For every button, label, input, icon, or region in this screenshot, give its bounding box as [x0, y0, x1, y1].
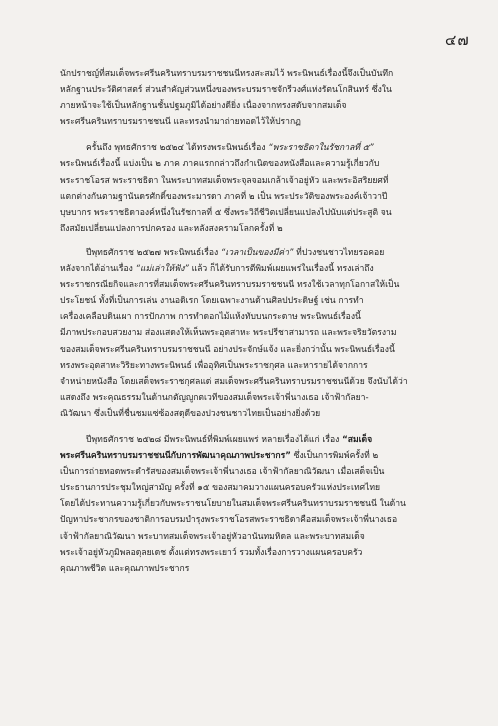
text-line [60, 342, 452, 358]
text-run: แล้ว ก็ได้รับการตีพิมพ์เผยแพร่ในเรื่องนี้ ทรงเล่าถึง [188, 264, 374, 275]
text-line [60, 512, 452, 528]
paragraph-gap [60, 130, 452, 140]
text-run: ประโยชน์ ทั้งที่เป็นการเล่น งานอดิเรก โดยเฉพาะงานด้านศิลปประดิษฐ์ เช่น การทำ [60, 296, 364, 307]
text-run: มีภาพประกอบสวยงาม ส่องแสดงให้เห็นพระอุตสาหะ พระปรีชาสามารถ และพระจริยวัตรงาม [60, 328, 397, 339]
text-line [60, 406, 452, 422]
text-run: หลังจากได้อ่านเรื่อง [60, 264, 136, 275]
text-run: หลักฐานประวัติศาสตร์ ส่วนสำคัญส่วนหนึ่งของพระบรมราชจักรีวงศ์แห่งรัตนโกสินทร์ ซึ่งใน [60, 85, 392, 96]
paragraph [60, 66, 452, 130]
text-run: ถึงสมัยเปลี่ยนแปลงการปกครอง และหลังสงครามโลกครั้งที่ ๒ [60, 223, 283, 234]
text-run: ทรงพระอุตสาหะวิริยะทางพระนิพนธ์ เพื่ออุทิศเป็นพระราชกุศล และหารายได้จากการ [60, 360, 368, 371]
text-run: ประธานการประชุมใหญ่สามัญ ครั้งที่ ๑๕ ของสมาคมวางแผนครอบครัวแห่งประเทศไทย [60, 483, 381, 494]
text-run: จำหน่ายหนังสือ โดยเสด็จพระราชกุศลแด่ สมเด็จพระศรีนครินทราบรมราชชนนีด้วย จึงนับได้ว่า [60, 376, 408, 387]
text-run: ที่ปวงชนชาวไทยรอคอย [293, 247, 385, 258]
text-line [60, 261, 452, 277]
text-run: พระราชโอรส พระราชธิดา ในพระบาทสมเด็จพระจุลจอมเกล้าเจ้าอยู่หัว และพระอิสริยยศที่ [60, 175, 389, 186]
text-line [60, 480, 452, 496]
text-line [60, 545, 452, 561]
text-line [60, 245, 452, 261]
text-line [60, 293, 452, 309]
text-run: ครั้นถึง พุทธศักราช ๒๕๒๔ ได้ทรงพระนิพนธ์เรื่อง [86, 143, 269, 154]
body-text [60, 66, 452, 577]
text-line [60, 448, 452, 464]
text-line [60, 325, 452, 341]
italic-title: “เวลาเป็นของมีค่า” [220, 247, 294, 258]
text-line [60, 358, 452, 374]
bold-title: “สมเด็จ [342, 434, 373, 445]
text-run: พระเจ้าอยู่หัวภูมิพลอดุลยเดช ตั้งแต่ทรงพระเยาว์ รวมทั้งเรื่องการวางแผนครอบครัว [60, 547, 363, 558]
text-run: ณิวัฒนา ซึ่งเป็นที่ชื่นชมแซ่ซ้องสดุดีของปวงชนชาวไทยเป็นอย่างยิ่งด้วย [60, 408, 321, 419]
text-line [60, 496, 452, 512]
text-line [60, 309, 452, 325]
text-line [60, 390, 452, 406]
text-line [60, 464, 452, 480]
text-run: คุณภาพชีวิต และคุณภาพประชากร [60, 563, 190, 574]
text-run: เจ้าฟ้ากัลยาณิวัฒนา พระบาทสมเด็จพระเจ้าอยู่หัวอานันทมหิดล และพระบาทสมเด็จ [60, 531, 365, 542]
text-run: ปัญหาประชากรของชาติการอบรมบำรุงพระราชโอรสพระราชธิดาคือสมเด็จพระเจ้าพี่นางเธอ [60, 515, 398, 526]
text-run: ปีพุทธศักราช ๒๕๒๘ มีพระนิพนธ์ที่พิมพ์เผยแพร่ หลายเรื่องได้แก่ เรื่อง [86, 434, 343, 445]
text-line [60, 156, 452, 172]
text-line [60, 374, 452, 390]
text-run: ปีพุทธศักราช ๒๕๒๗ พระนิพนธ์เรื่อง [86, 247, 221, 258]
text-run: ซึ่งเป็นการพิมพ์ครั้งที่ ๒ [290, 451, 379, 462]
text-run: แสดงถึง พระคุณธรรมในด้านกตัญญูกตเวทีของสมเด็จพระเจ้าพี่นางเธอ เจ้าฟ้ากัลยา- [60, 392, 369, 403]
text-line [60, 529, 452, 545]
text-line [60, 221, 452, 237]
text-line [60, 277, 452, 293]
text-run: พระราชกรณียกิจและการที่สมเด็จพระศรีนครินทราบรมราชชนนี ทรงใช้เวลาทุกโอกาสให้เป็น [60, 280, 400, 291]
paragraph [60, 432, 452, 577]
paragraph-gap [60, 237, 452, 245]
text-run: ภายหน้าจะใช้เป็นหลักฐานชั้นปฐมภูมิได้อย่างดียิ่ง เนื่องจากทรงสดับจากสมเด็จ [60, 101, 347, 112]
text-line [60, 114, 452, 130]
text-run: เครื่องเคลือบดินเผา การปักภาพ การทำดอกไม้แห้งทับบนกระดาษ พระนิพนธ์เรื่องนี้ [60, 312, 361, 323]
text-run: ของสมเด็จพระศรีนครินทราบรมราชชนนี อย่างประจักษ์แจ้ง และยิ่งกว่านั้น พระนิพนธ์เรื่องนี้ [60, 344, 395, 355]
text-line [60, 189, 452, 205]
italic-title: “แม่เล่าให้ฟัง” [135, 264, 189, 275]
italic-title: “พระราชธิดาในรัชกาลที่ ๕” [268, 143, 374, 154]
paragraph-gap [60, 422, 452, 432]
text-run: นักปราชญ์ที่สมเด็จพระศรีนครินทราบรมราชชนนีทรงสะสมไว้ พระนิพนธ์เรื่องนี้จึงเป็นบันทึก [60, 69, 394, 79]
text-run: พระศรีนครินทราบรมราชชนนี และทรงนำมาถ่ายทอดไว้ให้ปรากฏ [60, 117, 301, 128]
page-number: ๔๗ [445, 31, 470, 49]
bold-title: พระศรีนครินทราบรมราชชนนีกับการพัฒนาคุณภาพประชากร” [60, 451, 291, 462]
text-run: โดยได้ประทานความรู้เกี่ยวกับพระราชนโยบายในสมเด็จพระศรีนครินทราบรมราชชนนี ในด้าน [60, 499, 406, 510]
text-line [60, 82, 452, 98]
text-line [60, 140, 452, 156]
text-run: บุษบากร พระราชธิดาองค์หนึ่งในรัชกาลที่ ๕ ซึ่งพระวิถีชีวิตเปลี่ยนแปลงไปนับแต่ประสูติ จน [60, 207, 392, 218]
paragraph [60, 140, 452, 237]
text-line [60, 561, 452, 577]
text-run: พระนิพนธ์เรื่องนี้ แบ่งเป็น ๒ ภาค ภาคแรกกล่าวถึงกำเนิดของหนังสือและความรู้เกี่ยวกับ [60, 159, 380, 170]
text-run: แตกต่างกันตามฐานันดรศักดิ์ของพระมารดา ภาคที่ ๒ เป็น พระประวัติของพระองค์เจ้าวาปี [60, 191, 388, 202]
text-line [60, 432, 452, 448]
paragraph [60, 245, 452, 422]
text-line [60, 173, 452, 189]
text-line [60, 66, 452, 82]
text-line [60, 205, 452, 221]
text-run: เป็นการถ่ายทอดพระดำรัสของสมเด็จพระเจ้าพี่นางเธอ เจ้าฟ้ากัลยาณิวัฒนา เมื่อเสด็จเป็น [60, 467, 385, 478]
text-line [60, 98, 452, 114]
